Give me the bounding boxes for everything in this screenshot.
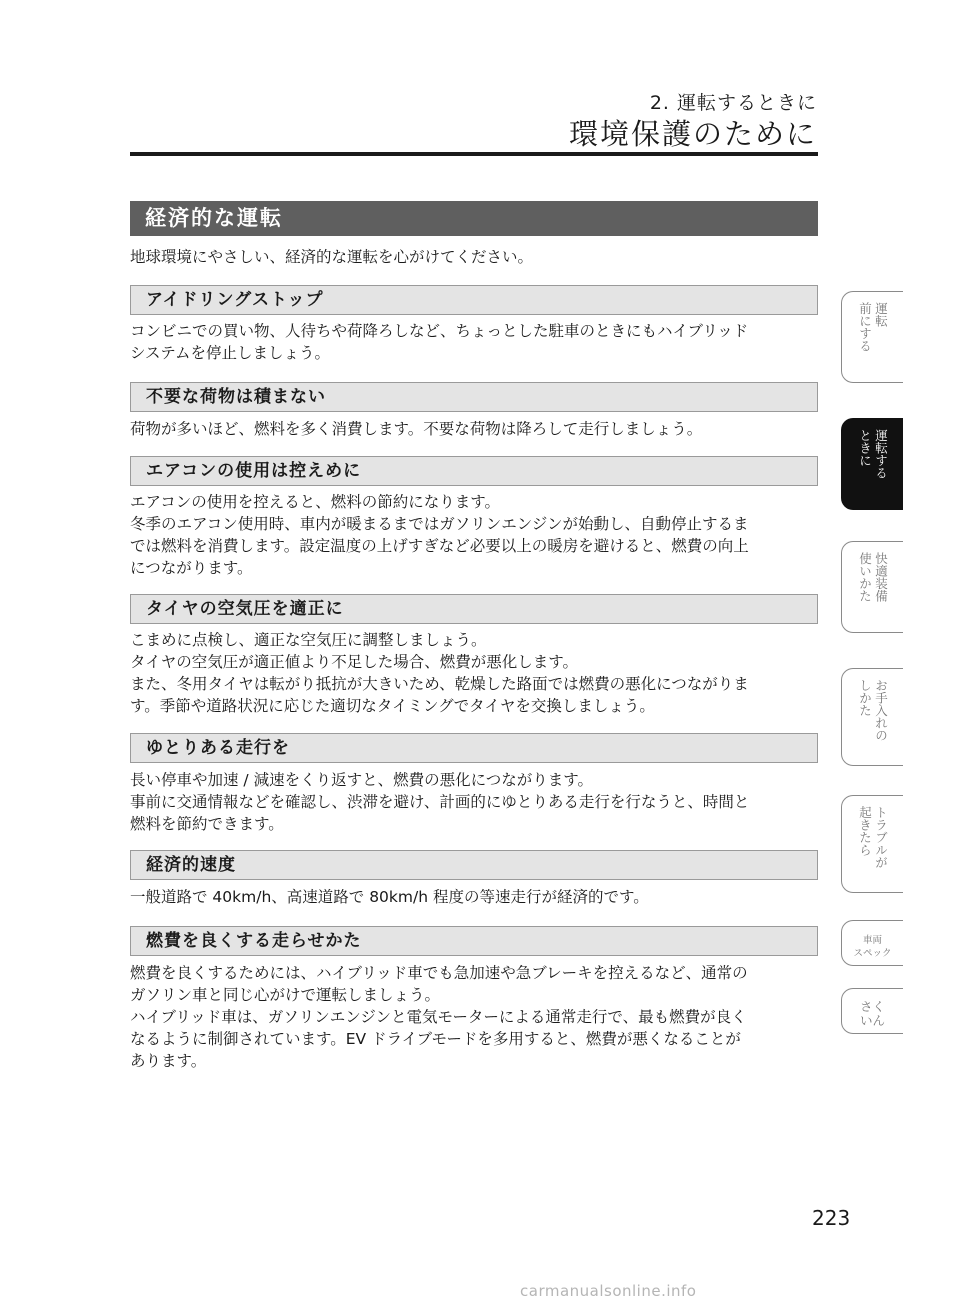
tab-label-line: ときに <box>857 429 873 467</box>
tab-label-line: さく <box>859 999 885 1014</box>
section-heading-idling-stop: アイドリングストップ <box>130 285 818 315</box>
section-body-relaxed-driving: 長い停車や加速 / 減速をくり返すと、燃費の悪化につながります。 事前に交通情報などを確認し、渋滞を避け、計画的にゆとりある走行を行なうと、時間と 燃料を節約できます。 <box>130 771 750 833</box>
tab-index[interactable] <box>841 988 903 1034</box>
section-body-tire-pressure: こまめに点検し、適正な空気圧に調整しましょう。 タイヤの空気圧が適正値より不足した場合、燃費が悪化します。 また、冬用タイヤは転がり抵抗が大きいため、乾燥した路面では燃費の悪化につながりま す。季節や道路状況に応じた適切なタイミングでタイヤを交換しましょう。 <box>130 631 749 715</box>
section-body-aircon: エアコンの使用を控えると、燃料の節約になります。 冬季のエアコン使用時、車内が暖まるまではガソリンエンジンが始動し、自動停止するま では燃料を消費します。設定温度の上げすぎなど必要以上の暖房を避けると、燃費の向上 につながります。 <box>130 493 749 577</box>
section-heading-relaxed-driving: ゆとりある走行を <box>130 733 818 763</box>
section-body-luggage: 荷物が多いほど、燃料を多く消費します。不要な荷物は降ろして走行しましょう。 <box>130 420 703 438</box>
section-heading-tire-pressure: タイヤの空気圧を適正に <box>130 594 818 624</box>
tab-label-line: しかた <box>857 679 873 717</box>
tab-label-line: いん <box>859 1013 885 1028</box>
tab-label-line: お手入れの <box>873 679 889 742</box>
tab-maintenance[interactable] <box>841 668 903 766</box>
tab-label-line: 運転 <box>873 302 889 327</box>
tab-label-line: 快適装備 <box>873 552 889 602</box>
tab-vehicle-specs[interactable] <box>841 920 903 966</box>
section-body-economic-speed: 一般道路で 40km/h、高速道路で 80km/h 程度の等速走行が経済的です。 <box>130 888 649 906</box>
tab-label-line: トラブルが <box>873 806 889 869</box>
title-divider <box>130 152 818 156</box>
tab-label-line: 起きたら <box>857 806 873 856</box>
main-heading: 経済的な運転 <box>130 201 818 236</box>
tab-label-line: 前にする <box>857 302 873 352</box>
page-title: 環境保護のために <box>568 117 817 151</box>
site-watermark: carmanualsonline.info <box>520 1282 697 1300</box>
tab-while-driving[interactable] <box>841 418 903 510</box>
section-heading-fuel-efficiency: 燃費を良くする走らせかた <box>130 926 818 956</box>
section-heading-luggage: 不要な荷物は積まない <box>130 382 818 412</box>
section-body-fuel-efficiency: 燃費を良くするためには、ハイブリッド車でも急加速や急ブレーキを控えるなど、通常の ガソリン車と同じ心がけで運転しましょう。 ハイブリッド車は、ガソリンエンジンと電気モーターによる通常走行で、最も燃費が良く なるように制御されています。EV ドライブモードを多用すると、燃費が悪くなることが あります。 <box>130 964 748 1070</box>
tab-label-line: 運転する <box>873 429 889 479</box>
tab-label-line: 車両 <box>862 935 882 946</box>
page-number: 223 <box>812 1206 851 1230</box>
tab-comfort-equipment[interactable] <box>841 541 903 633</box>
section-heading-aircon: エアコンの使用は控えめに <box>130 456 818 486</box>
tab-troubleshooting[interactable] <box>841 795 903 893</box>
tab-label-line: スペック <box>853 948 892 959</box>
section-body-idling-stop: コンビニでの買い物、人待ちや荷降ろしなど、ちょっとした駐車のときにもハイブリッド システムを停止しましょう。 <box>130 322 749 362</box>
chapter-number: 2. 運転するときに <box>649 92 817 114</box>
intro-text: 地球環境にやさしい、経済的な運転を心がけてください。 <box>130 248 534 266</box>
section-heading-economic-speed: 経済的速度 <box>130 850 818 880</box>
tab-before-driving[interactable] <box>841 291 903 383</box>
tab-label-line: 使いかた <box>857 552 873 602</box>
